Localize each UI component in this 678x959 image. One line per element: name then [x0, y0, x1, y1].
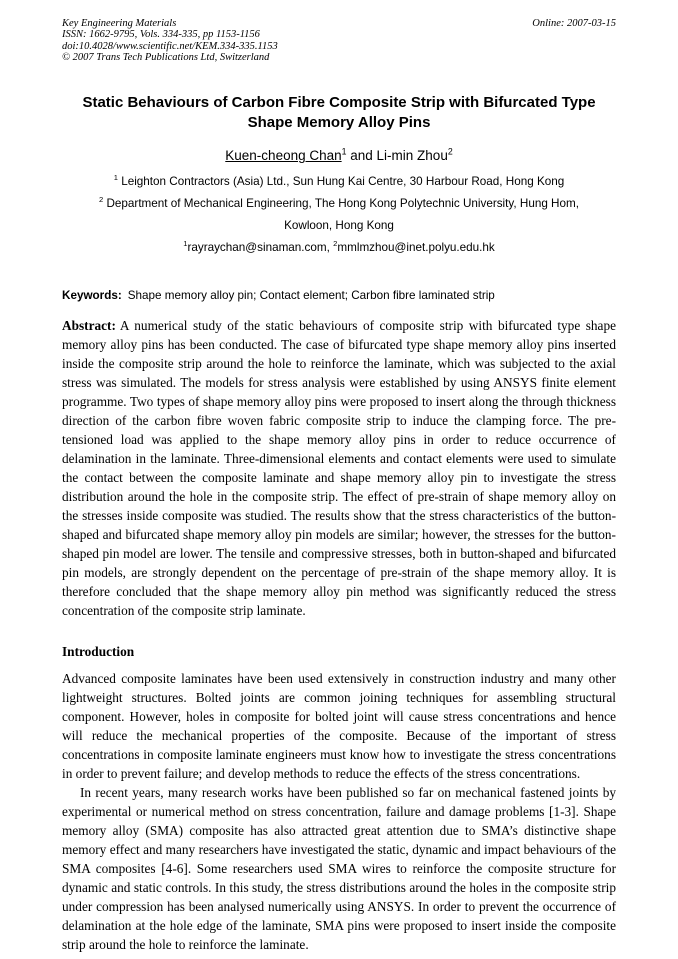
copyright-line: © 2007 Trans Tech Publications Ltd, Switzerland	[62, 51, 270, 63]
issn-line: ISSN: 1662-9795, Vols. 334-335, pp 1153-1156	[62, 29, 260, 41]
abstract-paragraph	[62, 316, 616, 620]
authors-line	[62, 148, 616, 163]
author-link-chan[interactable]	[225, 148, 341, 163]
keywords-label: Keywords:	[62, 289, 122, 303]
keywords-text: Shape memory alloy pin; Contact element; Carbon fibre laminated strip	[127, 289, 495, 303]
journal-name: Key Engineering Materials	[62, 18, 177, 29]
affiliation-1-text: Leighton Contractors (Asia) Ltd., Sun Hung Kai Centre, 30 Harbour Road, Hong Kong	[117, 175, 565, 189]
authors-connector: and	[346, 148, 377, 164]
body-paragraph: Advanced composite laminates have been used extensively in construction industry and many other lightweight structures. Bolted joints are common joining techniques for assembling structural component. However, holes in composite for bolted joint will cause stress concentrations and hence will reduce the mechanical properties of the composite. Because of the important of stress concentrations in composite laminate engineers must know how to investigate the stress concentrations in order to prevent failure; and develop methods to reduce the effects of the stress concentrations.	[62, 671, 616, 782]
affiliation-2-text: Department of Mechanical Engineering, The Hong Kong Polytechnic University, Hung Hom,	[103, 197, 579, 211]
journal-meta	[62, 18, 278, 63]
author2-name: Li-min Zhou	[376, 148, 448, 164]
doi-line: doi:10.4028/www.scientific.net/KEM.334-335.1153	[62, 40, 278, 52]
author1-name: Kuen-cheong Chan	[225, 148, 342, 164]
journal-header	[62, 18, 616, 63]
paper-title: Static Behaviours of Carbon Fibre Composite Strip with Bifurcated Type Shape Memory Alloy Pins	[82, 94, 596, 131]
affiliation-1-superscript: 1	[113, 173, 118, 183]
email-1-superscript: 1	[183, 239, 188, 249]
email-1: rayraychan@sinaman.com,	[187, 241, 334, 255]
author2-superscript: 2	[447, 146, 453, 157]
affiliation-1	[62, 171, 616, 193]
online-date: Online: 2007-03-15	[532, 18, 616, 29]
author1-superscript: 1	[341, 146, 347, 157]
emails-line	[62, 237, 616, 259]
affiliation-2-line2: Kowloon, Hong Kong	[284, 219, 394, 233]
body-paragraph: In recent years, many research works have been published so far on mechanical fastened joints by experimental or numerical method on stress concentration, failure and damage problems [1-3]. Shape memory alloy (SMA) composite has also attracted great attention due to SMA’s distinctive shape memory effect and many researchers have investigated the static, dynamic and impact behaviours of the SMA composites [4-6]. Some researchers used SMA wires to reinforce the composite structure for dynamic and static controls. In this study, the stress distributions around the holes in the composite strip under compression has been analysed numerically using ANSYS. In order to prevent the occurrence of delamination at the hole edge of the laminate, SMA pins were proposed to insert inside the composite strip around the hole to reinforce the laminate.	[62, 785, 616, 953]
affiliations-block	[62, 171, 616, 259]
affiliation-2-superscript: 2	[99, 195, 104, 205]
abstract-text: A numerical study of the static behaviours of composite strip with bifurcated type shape memory alloy pins has been conducted. The case of bifurcated type shape memory alloy pins inserted inside the composite strip around the hole to reinforce the laminate, which was subjected to the axial stress was simulated. The models for stress analysis were established by using ANSYS finite element programme. Two types of shape memory alloy pins were proposed to insert along the through thickness direction of the carbon fibre woven fabric composite strip to induce the clamping force. The pre-tensioned load was applied to the shape memory alloy pins in order to reduce occurrence of delamination in the laminate. Three-dimensional elements and contact elements were used to simulate the contact between the composite laminate and shape memory alloy pin to investigate the stress distribution around the hole in the composite strip. The effect of pre-strain of shape memory alloy on the stresses inside composite was studied. The results show that the stress characteristics of the button-shaped and bifurcated shape memory alloy pin models are similar; however, the stresses for the button-shaped pin model are lower. The tensile and compressive stresses, both in button-shaped and bifurcated pin models, are strongly dependent on the percentage of pre-strain of the shape memory alloy. It is therefore concluded that the shape memory alloy pin method was significantly reduced the stress concentration of the composite strip laminate.	[62, 318, 616, 619]
email-2-superscript: 2	[333, 239, 338, 249]
affiliation-2	[62, 193, 616, 215]
abstract-label: Abstract:	[62, 318, 116, 334]
section-heading-introduction: Introduction	[62, 644, 135, 660]
email-2: mmlmzhou@inet.polyu.edu.hk	[337, 241, 495, 255]
keywords-line	[62, 289, 616, 302]
